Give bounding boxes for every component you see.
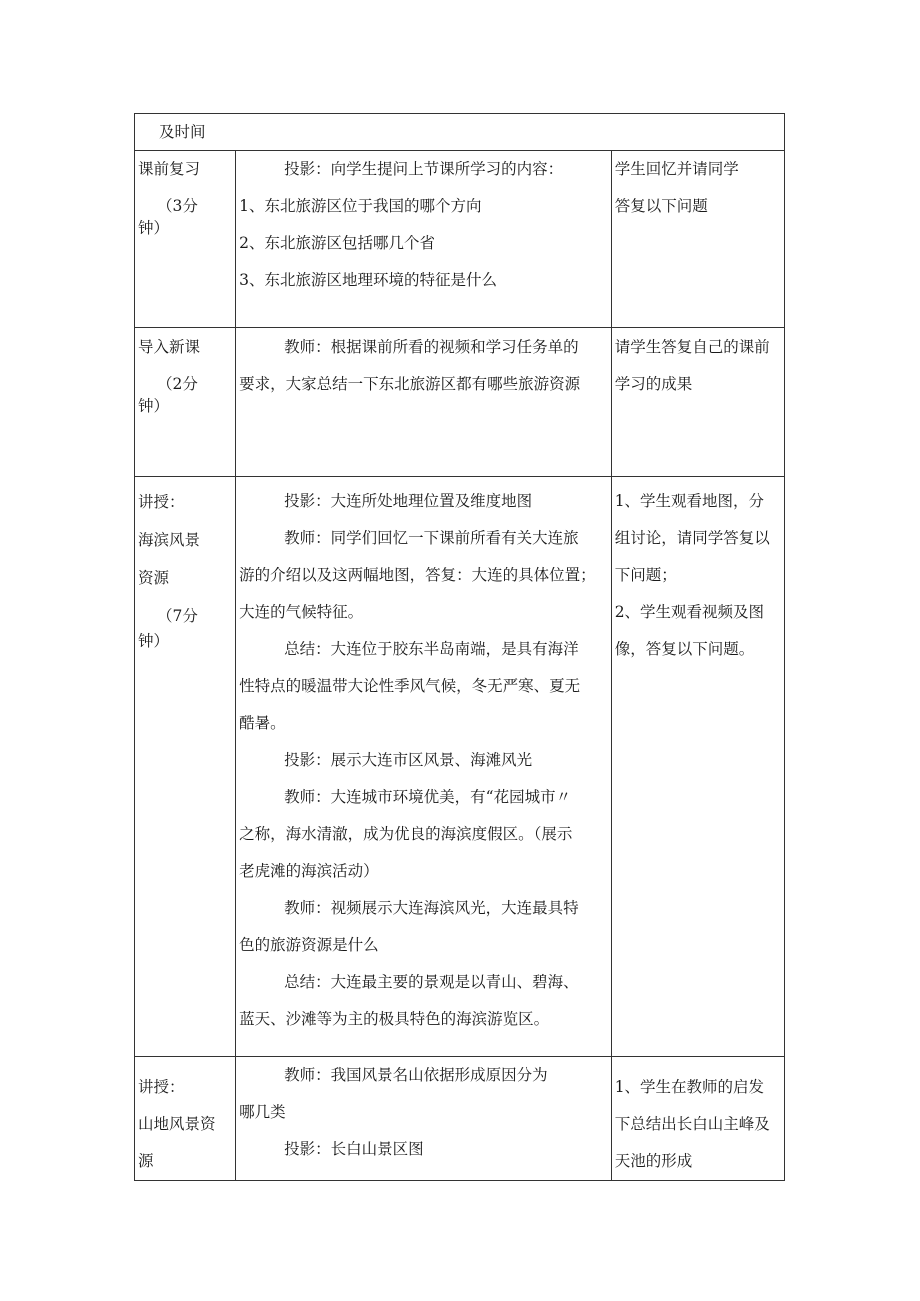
teacher-cell xyxy=(236,477,612,1057)
teacher-line: 总结：大连位于胶东半岛南端，是具有海洋 xyxy=(284,640,579,658)
stage-cell xyxy=(135,1057,236,1181)
stage-line: （2分 xyxy=(157,375,198,393)
teacher-line: 游的介绍以及这两幅地图，答复：大连的具体位置； xyxy=(239,566,596,584)
stage-cell xyxy=(135,477,236,1057)
lesson-plan-table xyxy=(134,113,785,1181)
student-line: 下问题； xyxy=(614,566,677,584)
teacher-line: 老虎滩的海滨活动） xyxy=(239,862,379,880)
student-cell xyxy=(611,151,784,328)
teacher-line: 投影：大连所处地理位置及维度地图 xyxy=(284,492,533,510)
teacher-line: 蓝天、沙滩等为主的极具特色的海滨游览区。 xyxy=(239,1010,550,1028)
teacher-line: 酷暑。 xyxy=(239,714,286,732)
stage-line: 钟） xyxy=(138,397,170,415)
header-row xyxy=(135,114,785,151)
teacher-line: 投影：展示大连市区风景、海滩风光 xyxy=(284,751,533,769)
teacher-line: 投影：向学生提问上节课所学习的内容： xyxy=(284,160,564,178)
student-cell xyxy=(611,328,784,477)
stage-cell xyxy=(135,328,236,477)
stage-line: 源 xyxy=(138,1152,154,1170)
table-row xyxy=(135,1057,785,1181)
stage-line: 课前复习 xyxy=(138,160,201,178)
student-cell xyxy=(611,477,784,1057)
teacher-line: 大连的气候特征。 xyxy=(239,603,364,621)
stage-cell xyxy=(135,151,236,328)
teacher-line: 教师：根据课前所看的视频和学习任务单的 xyxy=(284,338,579,356)
student-line: 答复以下问题 xyxy=(614,197,708,215)
teacher-line: 1、东北旅游区位于我国的哪个方向 xyxy=(239,197,482,215)
student-line: 请学生答复自己的课前 xyxy=(614,338,770,356)
stage-line: （7分 xyxy=(157,607,198,625)
teacher-cell xyxy=(236,328,612,477)
stage-line: 山地风景资 xyxy=(138,1115,216,1133)
student-line: 天池的形成 xyxy=(614,1152,693,1170)
teacher-line: 教师：同学们回忆一下课前所看有关大连旅 xyxy=(284,529,579,547)
teacher-line: 之称，海水清澈，成为优良的海滨度假区。（展示 xyxy=(239,825,573,843)
teacher-line: 3、东北旅游区地理环境的特征是什么 xyxy=(239,271,498,289)
stage-line: 海滨风景 xyxy=(138,531,201,549)
student-line: 1、学生在教师的启发 xyxy=(614,1078,765,1096)
table-row xyxy=(135,328,785,477)
teacher-line: 教师：大连城市环境优美，有“花园城市〃 xyxy=(284,788,572,806)
teacher-line: 投影：长白山景区图 xyxy=(284,1140,424,1158)
teacher-line: 总结：大连最主要的景观是以青山、碧海、 xyxy=(284,973,579,991)
table-row xyxy=(135,477,785,1057)
student-line: 学习的成果 xyxy=(614,375,693,393)
table-row xyxy=(135,151,785,328)
header-text: 及时间 xyxy=(159,123,206,141)
teacher-cell xyxy=(236,1057,612,1181)
stage-line: （3分 xyxy=(157,197,198,215)
stage-line: 资源 xyxy=(138,569,170,587)
stage-line: 钟） xyxy=(138,632,170,650)
student-cell xyxy=(611,1057,784,1181)
teacher-line: 教师：视频展示大连海滨风光，大连最具特 xyxy=(284,899,579,917)
stage-line: 钟） xyxy=(138,219,170,237)
teacher-line: 色的旅游资源是什么 xyxy=(239,936,379,954)
student-line: 1、学生观看地图，分 xyxy=(614,492,765,510)
student-line: 组讨论，请同学答复以 xyxy=(614,529,770,547)
stage-line: 导入新课 xyxy=(138,338,201,356)
student-line: 2、学生观看视频及图 xyxy=(614,603,765,621)
teacher-line: 2、东北旅游区包括哪几个省 xyxy=(239,234,436,252)
teacher-line: 性特点的暖温带大论性季风气候，冬无严寒、夏无 xyxy=(239,677,581,695)
header-cell xyxy=(135,114,785,151)
teacher-cell xyxy=(236,151,612,328)
student-line: 下总结出长白山主峰及 xyxy=(614,1115,770,1133)
teacher-line: 教师：我国风景名山依据形成原因分为 xyxy=(284,1066,548,1084)
stage-line: 讲授： xyxy=(138,493,185,511)
student-line: 像，答复以下问题。 xyxy=(614,640,755,658)
stage-line: 讲授： xyxy=(138,1078,185,1096)
teacher-line: 哪几类 xyxy=(239,1103,286,1121)
teacher-line: 要求，大家总结一下东北旅游区都有哪些旅游资源 xyxy=(239,375,581,393)
student-line: 学生回忆并请同学 xyxy=(614,160,739,178)
